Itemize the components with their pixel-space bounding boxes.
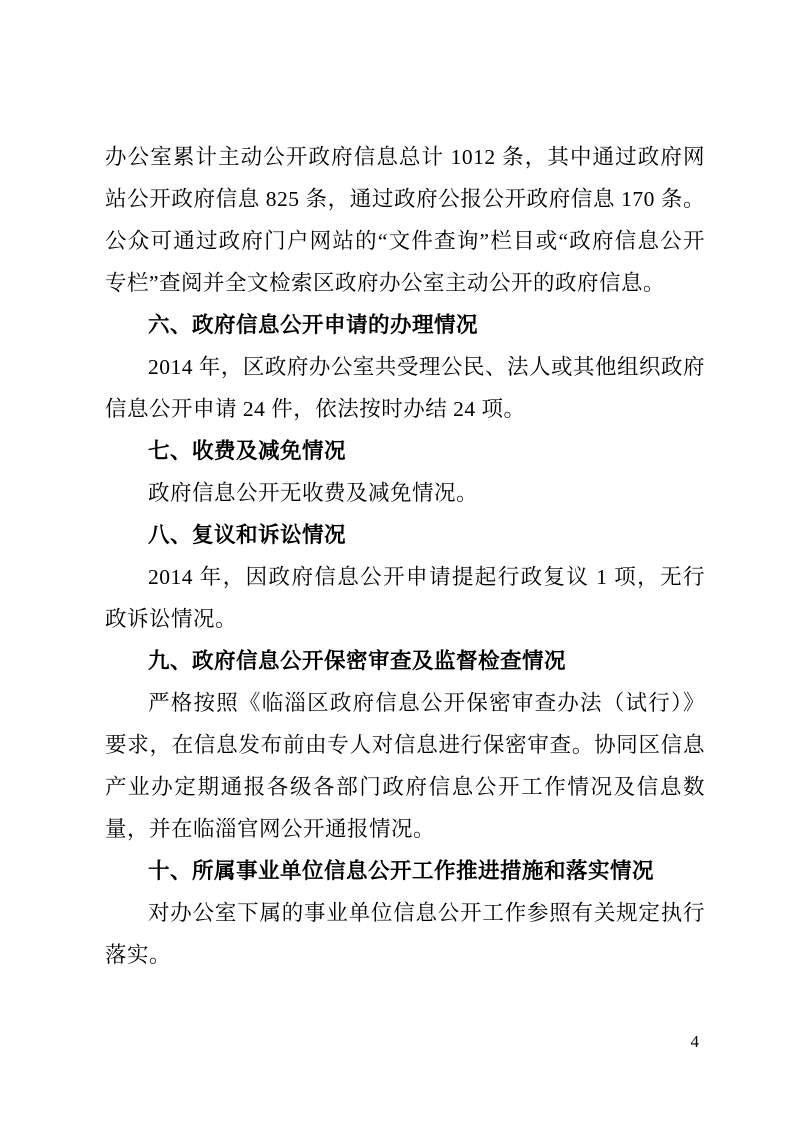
section-heading-8: 八、复议和诉讼情况 xyxy=(148,523,347,547)
section-heading-6: 六、政府信息公开申请的办理情况 xyxy=(148,313,479,337)
section-heading-7: 七、收费及减免情况 xyxy=(148,439,347,463)
paragraph-section-6: 2014 年，区政府办公室共受理公民、法人或其他组织政府信息公开申请 24 件，依法按时办结 24 项。 xyxy=(105,355,705,421)
page-number: 4 xyxy=(690,1032,699,1051)
paragraph-section-7: 政府信息公开无收费及减免情况。 xyxy=(148,481,479,505)
paragraph-section-10: 对办公室下属的事业单位信息公开工作参照有关规定执行落实。 xyxy=(105,901,705,967)
paragraph-section-9: 严格按照《临淄区政府信息公开保密审查办法（试行）》要求，在信息发布前由专人对信息进行保密审查。协同区信息产业办定期通报各级各部门政府信息公开工作情况及信息数量，并在临淄官网公开通报情况。 xyxy=(105,691,705,841)
paragraph-section-8: 2014 年，因政府信息公开申请提起行政复议 1 项，无行政诉讼情况。 xyxy=(105,565,705,631)
section-heading-9: 九、政府信息公开保密审查及监督检查情况 xyxy=(148,649,567,673)
document-body xyxy=(105,136,705,976)
paragraph-continuation: 办公室累计主动公开政府信息总计 1012 条，其中通过政府网站公开政府信息 825 条，通过政府公报公开政府信息 170 条。公众可通过政府门户网站的“文件查询”栏目或“政府信息公开专栏”查阅并全文检索区政府办公室主动公开的政府信息。 xyxy=(105,145,705,295)
section-heading-10: 十、所属事业单位信息公开工作推进措施和落实情况 xyxy=(148,859,655,883)
